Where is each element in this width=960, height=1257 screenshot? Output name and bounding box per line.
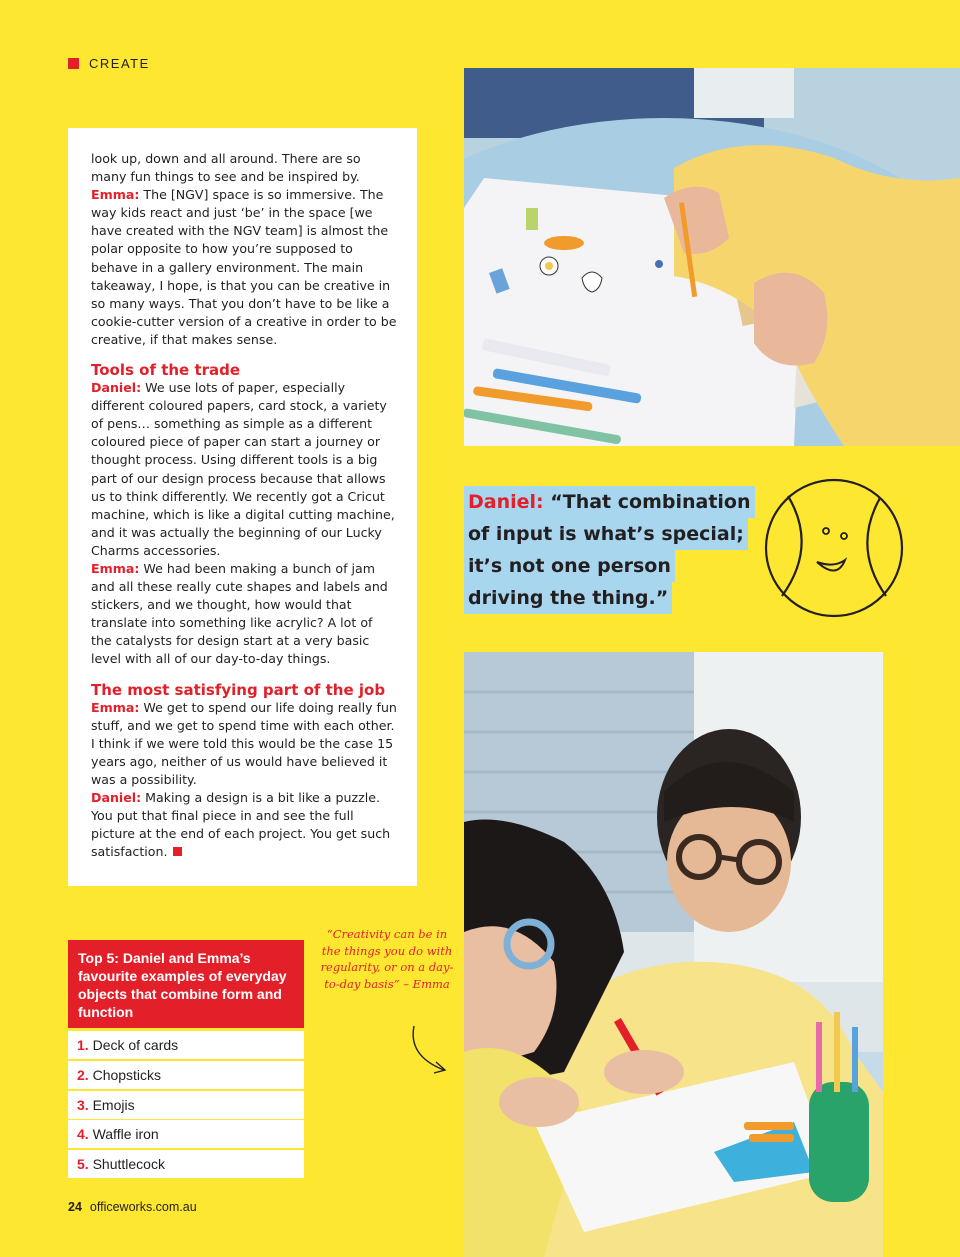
paragraph xyxy=(91,379,397,669)
list-number: 5. xyxy=(77,1156,89,1172)
paragraph xyxy=(91,699,397,862)
photo-designers-drawing xyxy=(464,652,883,1257)
section-label: CREATE xyxy=(89,56,150,71)
end-mark xyxy=(173,847,182,856)
speaker-name: Emma: xyxy=(91,560,140,576)
list-label: Chopsticks xyxy=(92,1067,162,1083)
pull-quote-line: it’s not one person xyxy=(464,550,675,582)
pull-quote xyxy=(464,486,755,614)
speaker-name: Emma: xyxy=(91,187,140,203)
list-item xyxy=(68,1061,304,1089)
list-label: Deck of cards xyxy=(92,1037,179,1053)
arrow-icon xyxy=(408,1024,452,1084)
page-footer xyxy=(68,1200,197,1214)
speaker-name: Daniel: xyxy=(91,790,142,805)
paragraph-text: We get to spend our life doing really fun stuff, and we get to spend time with each other. I think if we were told this would be the case 15 years ago, neither of us would have believed it was a possibility. xyxy=(91,699,397,787)
top5-heading: Top 5: Daniel and Emma’s favourite examples of everyday objects that combine form and function xyxy=(68,940,304,1028)
section-tag xyxy=(68,56,150,71)
subheading-tools: Tools of the trade xyxy=(91,361,241,380)
speaker-name: Emma: xyxy=(91,699,140,715)
list-label: Emojis xyxy=(92,1097,135,1113)
list-number: 3. xyxy=(77,1097,89,1113)
article-body xyxy=(68,128,417,886)
list-item xyxy=(68,1091,304,1119)
paragraph: look up, down and all around. There are so many fun things to see and be inspired by. Emma: The [NGV] space is so immersive. The way kids react and just ‘be’ in the space [we have created with the NGV team] is almost the polar opposite to how you’re supposed to behave in a gallery environment. The main takeaway, I hope, is that you can be creative in so many ways. That you don’t have to be like a cookie-cutter version of a creative in order to be creative, if that makes sense. xyxy=(91,151,397,347)
pull-quote-line: Daniel: “That combination xyxy=(464,486,755,518)
speaker-name: Daniel: xyxy=(91,380,142,396)
list-number: 1. xyxy=(77,1037,89,1053)
list-item xyxy=(68,1150,304,1178)
paragraph-text: We use lots of paper, especially different coloured papers, card stock, a variety of pens… something as simple as a different coloured piece of paper can start a journey or thought process. Using different tools is a big part of our design process because that allows us to think differently. We recently got a Cricut machine, which is like a digital cutting machine, and it was actually the beginning of our Lucky Charms accessories. xyxy=(91,380,395,558)
list-number: 2. xyxy=(77,1067,89,1083)
paragraph-text: Making a design is a bit like a puzzle. You put that final piece in and see the full picture at the end of each project. You get such satisfaction. xyxy=(91,790,391,860)
section-marker xyxy=(68,58,79,69)
footer-site: officeworks.com.au xyxy=(89,1200,197,1214)
smiley-ball-illustration xyxy=(758,478,912,622)
list-item xyxy=(68,1031,304,1059)
photo-drawing-closeup xyxy=(464,68,960,446)
list-label: Shuttlecock xyxy=(92,1156,165,1172)
list-label: Waffle iron xyxy=(92,1126,159,1142)
list-item xyxy=(68,1120,304,1148)
paragraph-text: The [NGV] space is so immersive. The way kids react and just ‘be’ in the space [we have created with the NGV team] is almost the polar opposite to how you’re supposed to behave in a gallery environment. The main takeaway, I hope, is that you can be creative in so many ways. That you don’t have to be like a cookie-cutter version of a creative in order to be creative, if that makes sense. xyxy=(91,187,397,347)
subheading-satisfying: The most satisfying part of the job xyxy=(91,680,386,699)
pull-quote-speaker: Daniel: xyxy=(468,491,544,513)
pull-quote-line: driving the thing.” xyxy=(464,582,672,614)
list-number: 4. xyxy=(77,1126,89,1142)
pull-quote-line: of input is what’s special; xyxy=(464,518,748,550)
page-number: 24 xyxy=(68,1200,82,1214)
paragraph-text: We had been making a bunch of jam and all these really cute shapes and labels and stickers, and we thought, how would that translate into something like acrylic? A lot of the catalysts for design start at a very basic level with all of our day-to-day things. xyxy=(91,560,388,667)
handwritten-quote: “Creativity can be in the things you do with regularity, or on a day-to-day basis” – Emma xyxy=(320,927,454,991)
